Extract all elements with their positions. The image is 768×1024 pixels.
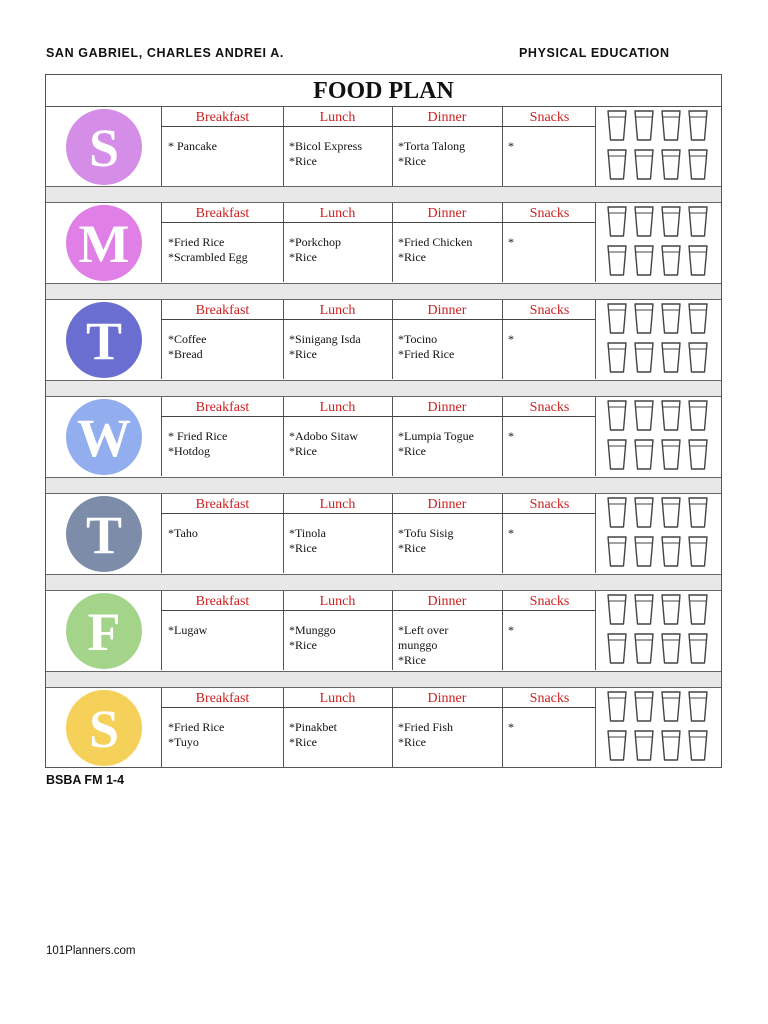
food-item: *Tofu Sisig: [398, 526, 454, 540]
meal-grid: [161, 591, 596, 670]
column-divider: [392, 591, 393, 670]
day-row-thursday: [46, 494, 721, 573]
water-tracker: [598, 302, 718, 382]
meal-header-lunch: Lunch: [319, 497, 356, 512]
water-glass-icon[interactable]: [606, 438, 628, 471]
food-item: *Sinigang Isda: [289, 332, 361, 346]
meal-header-dinner: Dinner: [427, 497, 467, 512]
water-glass-icon[interactable]: [660, 729, 682, 762]
meal-cell-snacks: [508, 235, 514, 250]
water-glass-icon[interactable]: [633, 632, 655, 665]
food-item: *Fried Fish: [398, 720, 454, 734]
column-divider: [392, 300, 393, 379]
water-glass-icon[interactable]: [606, 148, 628, 181]
meal-header-snacks: Snacks: [529, 400, 570, 415]
meal-cell-breakfast: [168, 332, 206, 362]
water-tracker: [598, 109, 718, 189]
meal-cell-breakfast: [168, 235, 248, 265]
meal-cell-lunch: [289, 623, 336, 653]
column-divider: [283, 688, 284, 768]
row-separator: [46, 283, 721, 300]
page-title: FOOD PLAN: [46, 75, 721, 107]
day-row-wednesday: [46, 397, 721, 476]
water-glass-icon[interactable]: [633, 399, 655, 432]
water-glass-icon[interactable]: [633, 690, 655, 723]
water-glass-icon[interactable]: [687, 205, 709, 238]
water-glass-icon[interactable]: [633, 496, 655, 529]
water-glass-icon[interactable]: [606, 632, 628, 665]
day-letter-badge: F: [66, 593, 142, 669]
meal-cell-breakfast: [168, 720, 224, 750]
meal-header-breakfast: Breakfast: [195, 497, 250, 512]
water-glass-icon[interactable]: [633, 593, 655, 626]
day-row-monday: [46, 203, 721, 282]
water-glass-icon[interactable]: [660, 244, 682, 277]
water-tracker: [598, 496, 718, 576]
section-label: BSBA FM 1-4: [46, 773, 125, 787]
subject-label: PHYSICAL EDUCATION: [519, 46, 670, 60]
meal-header-lunch: Lunch: [319, 110, 356, 125]
meal-header-lunch: Lunch: [319, 206, 356, 221]
meal-cell-snacks: [508, 139, 514, 154]
meal-cell-dinner: [398, 235, 472, 265]
water-glass-icon[interactable]: [687, 148, 709, 181]
column-divider: [392, 494, 393, 573]
water-glass-icon[interactable]: [687, 593, 709, 626]
day-letter-badge: S: [66, 109, 142, 185]
water-glass-icon[interactable]: [633, 729, 655, 762]
water-glass-icon[interactable]: [633, 438, 655, 471]
column-divider: [392, 688, 393, 768]
water-glass-icon[interactable]: [687, 632, 709, 665]
row-separator: [46, 477, 721, 494]
meal-grid: [161, 397, 596, 476]
meal-header-snacks: Snacks: [529, 206, 570, 221]
meal-cell-snacks: [508, 332, 514, 347]
water-glass-icon[interactable]: [633, 148, 655, 181]
column-divider: [502, 397, 503, 476]
food-item: *Rice: [289, 250, 317, 264]
meal-cell-lunch: [289, 332, 361, 362]
day-row-friday: [46, 591, 721, 670]
meal-header-lunch: Lunch: [319, 400, 356, 415]
header-underline: [162, 513, 595, 514]
water-glass-icon[interactable]: [660, 535, 682, 568]
day-letter-badge: M: [66, 205, 142, 281]
food-item: * Fried Rice: [168, 429, 228, 443]
meal-cell-snacks: [508, 623, 514, 638]
food-item: *Taho: [168, 526, 198, 540]
column-divider: [502, 300, 503, 379]
meal-cell-breakfast: [168, 623, 207, 638]
meal-cell-snacks: [508, 526, 514, 541]
meal-cell-dinner: [398, 720, 453, 750]
water-glass-icon[interactable]: [660, 496, 682, 529]
meal-cell-lunch: [289, 429, 358, 459]
food-item: *Fried Rice: [168, 235, 225, 249]
water-glass-icon[interactable]: [660, 690, 682, 723]
water-glass-icon[interactable]: [687, 399, 709, 432]
water-glass-icon[interactable]: [633, 341, 655, 374]
meal-header-dinner: Dinner: [427, 400, 467, 415]
header-underline: [162, 126, 595, 127]
column-divider: [392, 107, 393, 186]
meal-cell-breakfast: [168, 526, 198, 541]
meal-cell-dinner: [398, 139, 465, 169]
meal-grid: [161, 203, 596, 282]
column-divider: [502, 494, 503, 573]
water-glass-icon[interactable]: [633, 205, 655, 238]
meal-header-lunch: Lunch: [319, 594, 356, 609]
food-item: *: [508, 235, 514, 249]
water-glass-icon[interactable]: [606, 729, 628, 762]
water-glass-icon[interactable]: [606, 535, 628, 568]
water-glass-icon[interactable]: [606, 496, 628, 529]
header-underline: [162, 416, 595, 417]
food-item: *Rice: [289, 735, 317, 749]
food-item: *Porkchop: [289, 235, 341, 249]
day-row-tuesday: [46, 300, 721, 379]
meal-header-snacks: Snacks: [529, 594, 570, 609]
meal-cell-dinner: [398, 332, 454, 362]
water-glass-icon[interactable]: [687, 244, 709, 277]
food-item: *Pinakbet: [289, 720, 337, 734]
meal-header-breakfast: Breakfast: [195, 110, 250, 125]
meal-header-dinner: Dinner: [427, 303, 467, 318]
day-letter-badge: T: [66, 302, 142, 378]
water-glass-icon[interactable]: [606, 244, 628, 277]
column-divider: [502, 203, 503, 282]
food-item: *Hotdog: [168, 444, 210, 458]
meal-grid: [161, 300, 596, 379]
water-glass-icon[interactable]: [606, 399, 628, 432]
food-item: *Left over: [398, 623, 449, 637]
header-underline: [162, 222, 595, 223]
food-item: *: [508, 429, 514, 443]
water-glass-icon[interactable]: [660, 341, 682, 374]
food-item: *: [508, 139, 514, 153]
food-item: * Pancake: [168, 139, 217, 153]
water-glass-icon[interactable]: [660, 593, 682, 626]
meal-header-dinner: Dinner: [427, 594, 467, 609]
row-separator: [46, 380, 721, 397]
meal-cell-dinner: [398, 429, 474, 459]
water-glass-icon[interactable]: [687, 109, 709, 142]
meal-cell-breakfast: [168, 429, 227, 459]
food-item: *Tuyo: [168, 735, 199, 749]
meal-header-breakfast: Breakfast: [195, 691, 250, 706]
header-underline: [162, 707, 595, 708]
water-glass-icon[interactable]: [606, 593, 628, 626]
meal-header-lunch: Lunch: [319, 303, 356, 318]
food-plan-table: [45, 74, 722, 768]
day-row-sunday: [46, 107, 721, 186]
food-item: *Bicol Express: [289, 139, 362, 153]
student-name: SAN GABRIEL, CHARLES ANDREI A.: [46, 46, 284, 60]
meal-cell-dinner: [398, 526, 454, 556]
water-tracker: [598, 690, 718, 770]
food-item: *Rice: [289, 347, 317, 361]
food-item: *Rice: [398, 444, 426, 458]
food-item: *: [508, 623, 514, 637]
water-glass-icon[interactable]: [633, 535, 655, 568]
food-item: *: [508, 720, 514, 734]
row-separator: [46, 574, 721, 591]
column-divider: [392, 203, 393, 282]
column-divider: [502, 107, 503, 186]
food-item: *Bread: [168, 347, 203, 361]
column-divider: [502, 591, 503, 670]
header-underline: [162, 319, 595, 320]
food-item: *Lumpia Togue: [398, 429, 474, 443]
meal-header-breakfast: Breakfast: [195, 206, 250, 221]
water-glass-icon[interactable]: [687, 690, 709, 723]
water-glass-icon[interactable]: [633, 109, 655, 142]
food-item: *Rice: [289, 638, 317, 652]
food-item: *Rice: [398, 735, 426, 749]
meal-cell-snacks: [508, 720, 514, 735]
column-divider: [283, 203, 284, 282]
column-divider: [283, 494, 284, 573]
meal-grid: [161, 688, 596, 768]
food-item: *Torta Talong: [398, 139, 466, 153]
column-divider: [283, 397, 284, 476]
meal-header-snacks: Snacks: [529, 110, 570, 125]
header-underline: [162, 610, 595, 611]
meal-grid: [161, 494, 596, 573]
food-item: *Rice: [398, 653, 426, 667]
column-divider: [283, 591, 284, 670]
meal-cell-breakfast: [168, 139, 217, 154]
day-row-saturday: [46, 688, 721, 768]
water-glass-icon[interactable]: [606, 205, 628, 238]
meal-header-breakfast: Breakfast: [195, 400, 250, 415]
food-item: *Scrambled Egg: [168, 250, 248, 264]
water-glass-icon[interactable]: [687, 535, 709, 568]
food-item: *: [508, 526, 514, 540]
day-letter-badge: S: [66, 690, 142, 766]
food-item: *Rice: [289, 444, 317, 458]
meal-cell-lunch: [289, 139, 362, 169]
water-glass-icon[interactable]: [606, 302, 628, 335]
food-item: *Tocino: [398, 332, 438, 346]
water-glass-icon[interactable]: [660, 148, 682, 181]
meal-header-snacks: Snacks: [529, 691, 570, 706]
meal-header-snacks: Snacks: [529, 497, 570, 512]
meal-header-lunch: Lunch: [319, 691, 356, 706]
water-glass-icon[interactable]: [606, 341, 628, 374]
water-glass-icon[interactable]: [633, 244, 655, 277]
water-glass-icon[interactable]: [687, 496, 709, 529]
food-item: *Tinola: [289, 526, 326, 540]
meal-header-breakfast: Breakfast: [195, 594, 250, 609]
food-item: *: [508, 332, 514, 346]
water-glass-icon[interactable]: [687, 438, 709, 471]
food-item: *Rice: [289, 541, 317, 555]
water-tracker: [598, 399, 718, 479]
water-glass-icon[interactable]: [687, 302, 709, 335]
column-divider: [283, 300, 284, 379]
meal-cell-snacks: [508, 429, 514, 444]
food-item: *Coffee: [168, 332, 207, 346]
food-item: *Rice: [398, 154, 426, 168]
meal-cell-lunch: [289, 526, 326, 556]
food-item: *Fried Rice: [398, 347, 455, 361]
meal-header-snacks: Snacks: [529, 303, 570, 318]
meal-cell-lunch: [289, 235, 341, 265]
food-item: *Rice: [289, 154, 317, 168]
water-glass-icon[interactable]: [660, 109, 682, 142]
meal-header-dinner: Dinner: [427, 110, 467, 125]
water-glass-icon[interactable]: [660, 302, 682, 335]
water-tracker: [598, 205, 718, 285]
meal-header-dinner: Dinner: [427, 691, 467, 706]
column-divider: [502, 688, 503, 768]
food-item: *Fried Rice: [168, 720, 225, 734]
water-tracker: [598, 593, 718, 673]
food-item: *Rice: [398, 250, 426, 264]
water-glass-icon[interactable]: [606, 690, 628, 723]
food-item: *Adobo Sitaw: [289, 429, 358, 443]
water-glass-icon[interactable]: [606, 109, 628, 142]
column-divider: [392, 397, 393, 476]
water-glass-icon[interactable]: [660, 632, 682, 665]
source-site: 101Planners.com: [46, 945, 136, 957]
water-glass-icon[interactable]: [633, 302, 655, 335]
meal-header-dinner: Dinner: [427, 206, 467, 221]
food-item: *Munggo: [289, 623, 336, 637]
meal-grid: [161, 107, 596, 186]
meal-cell-dinner: [398, 623, 448, 668]
food-item: munggo: [398, 638, 438, 652]
water-glass-icon[interactable]: [660, 205, 682, 238]
water-glass-icon[interactable]: [687, 729, 709, 762]
row-separator: [46, 671, 721, 688]
meal-cell-lunch: [289, 720, 337, 750]
food-item: *Lugaw: [168, 623, 208, 637]
meal-header-breakfast: Breakfast: [195, 303, 250, 318]
water-glass-icon[interactable]: [687, 341, 709, 374]
food-item: *Rice: [398, 541, 426, 555]
water-glass-icon[interactable]: [660, 399, 682, 432]
water-glass-icon[interactable]: [660, 438, 682, 471]
day-letter-badge: T: [66, 496, 142, 572]
food-item: *Fried Chicken: [398, 235, 473, 249]
day-letter-badge: W: [66, 399, 142, 475]
column-divider: [283, 107, 284, 186]
